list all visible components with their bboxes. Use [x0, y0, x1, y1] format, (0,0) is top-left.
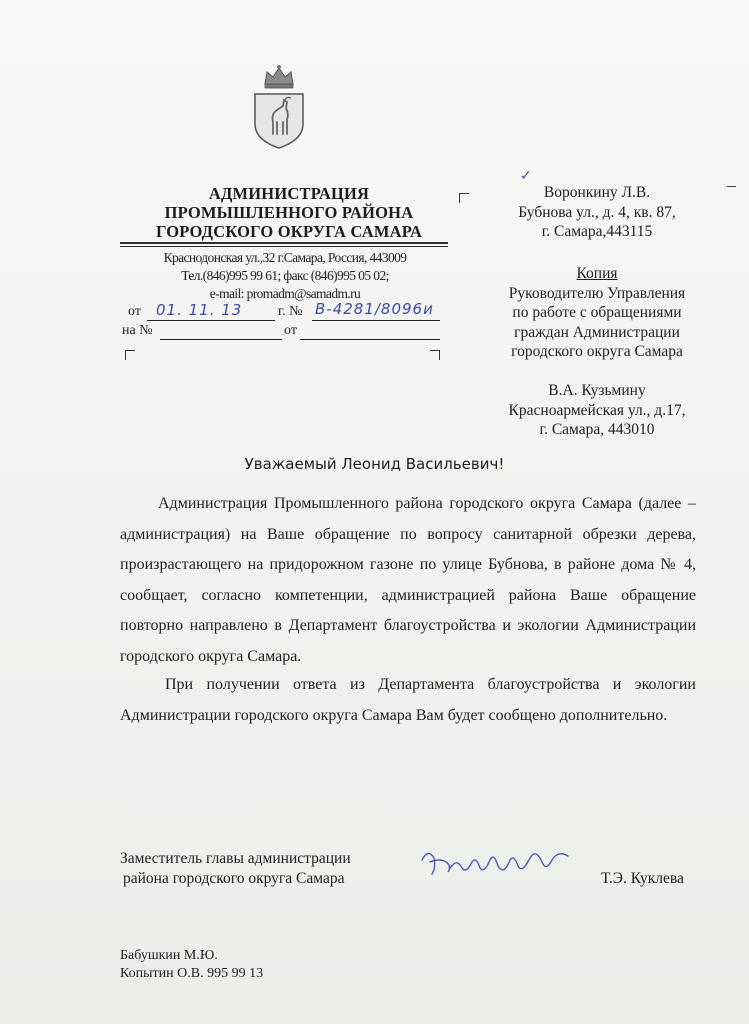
signatory-title-2: района городского округа Самара	[123, 870, 345, 887]
second-street: Красноармейская ул., д.17,	[508, 401, 686, 419]
reg-number-line	[312, 320, 440, 321]
body-paragraph-1: Администрация Промышленного района городского округа Самара (далее – администрация) на Ваше обращение по вопросу санитарной обрезки дерева, произрастающего на придорожном газоне по улице Бубнова, в районе дома № 4, сообщает, согласно компетенции, администрацией района Ваше обращение повторно направлено в Департамент благоустройства и экологии Администрации городского округа Самара.	[120, 495, 696, 665]
org-name-line2: ПРОМЫШЛЕННОГО РАЙОНА	[164, 203, 414, 222]
copy-line-1: Руководителю Управления	[508, 284, 686, 302]
copy-line-3: граждан Администрации	[514, 323, 680, 341]
recipient-name: Воронкину Л.В.	[543, 184, 651, 201]
corner-mark	[430, 350, 440, 360]
ref-number-line	[160, 339, 282, 340]
org-name-line1: АДМИНИСТРАЦИЯ	[208, 184, 370, 203]
reg-number-handwritten: В-4281/8096и	[315, 300, 434, 318]
org-email: e-mail: promadm@samadm.ru	[209, 286, 361, 301]
corner-mark	[459, 193, 469, 203]
signatory-name: Т.Э. Куклева	[601, 870, 684, 887]
reg-date-label: от	[128, 304, 141, 319]
body-paragraph-2: При получении ответа из Департамента благоустройства и экологии Администрации городского округа Самара Вам будет сообщено дополнительно.	[120, 676, 696, 724]
ref-date-label: от	[284, 323, 297, 338]
ref-date-line	[300, 339, 440, 340]
recipient-street: Бубнова ул., д. 4, кв. 87,	[518, 203, 676, 221]
recipient-city: г. Самара,443115	[541, 223, 653, 240]
reg-number-label: г. №	[278, 304, 303, 319]
executor-line-2: Копытин О.В. 995 99 13	[120, 966, 264, 981]
margin-dash	[727, 186, 736, 187]
reg-date-line	[147, 320, 275, 321]
handwritten-signature	[418, 838, 578, 888]
coat-of-arms-emblem	[249, 62, 309, 150]
greeting: Уважаемый Леонид Васильевич!	[244, 455, 505, 473]
signatory-title-1: Заместитель главы администрации	[120, 850, 351, 867]
check-mark: ✓	[520, 169, 532, 184]
copy-line-2: по работе с обращениями	[512, 304, 682, 321]
reg-date-handwritten: 01. 11. 13	[156, 301, 243, 319]
org-header	[130, 184, 448, 241]
org-name-line3: ГОРОДСКОГО ОКРУГА САМАРА	[155, 222, 423, 241]
org-phones: Тел.(846)995 99 61; факс (846)995 05 02;	[181, 268, 389, 283]
copy-line-4: городского округа Самара	[511, 343, 683, 360]
ref-number-label: на №	[122, 323, 153, 338]
header-divider-thin	[120, 246, 448, 247]
second-city: г. Самара, 443010	[539, 421, 655, 438]
copy-label: Копия	[576, 265, 618, 282]
org-address: Краснодонская ул.,32 г.Самара, Россия, 443009	[163, 250, 407, 265]
recipient-primary	[497, 183, 697, 242]
second-name: В.А. Кузьмину	[548, 382, 646, 399]
header-divider	[120, 242, 448, 244]
corner-mark	[125, 350, 135, 360]
recipient-copy	[487, 264, 707, 362]
executor-line-1: Бабушкин М.Ю.	[120, 948, 218, 963]
recipient-second	[487, 381, 707, 440]
